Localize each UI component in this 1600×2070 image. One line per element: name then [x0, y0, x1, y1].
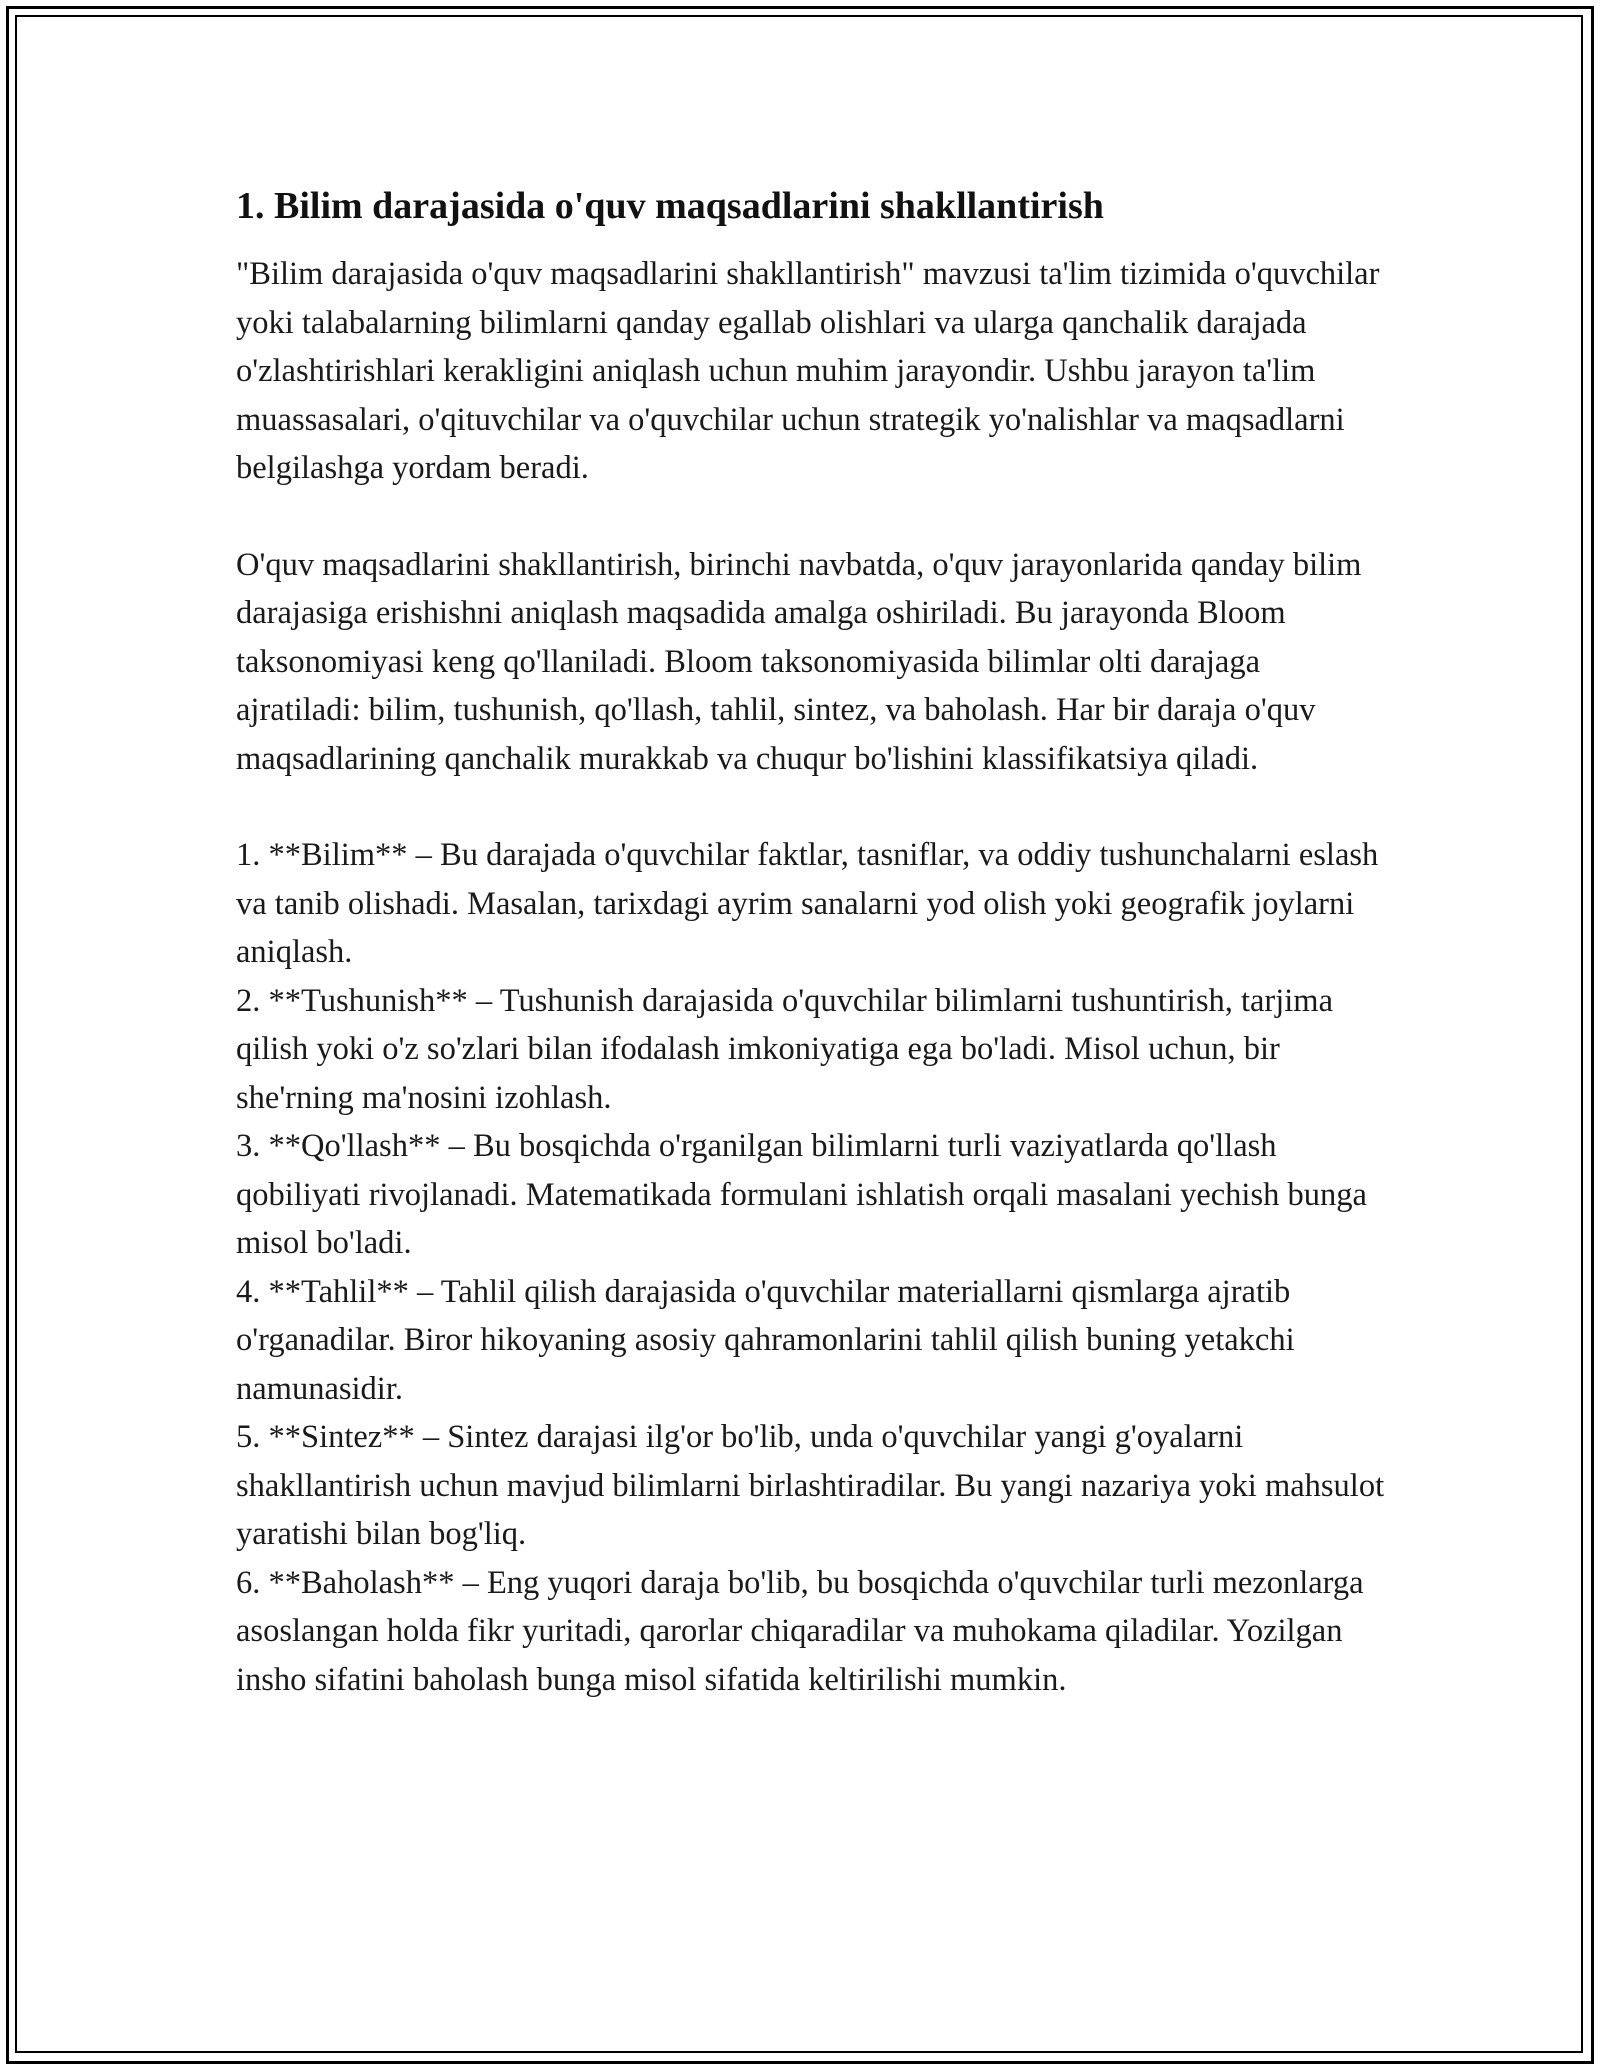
list-item-tushunish: 2. **Tushunish** – Tushunish darajasida o'quvchilar bilimlarni tushuntirish, tarjima qilish yoki o'z so'zlari bilan ifodalash imkoniyatiga ega bo'ladi. Misol uchun, bir she'rning ma'nosini izohlash.: [236, 982, 1334, 1116]
intro-paragraph: "Bilim darajasida o'quv maqsadlarini shakllantirish" mavzusi ta'lim tizimida o'quvchilar yoki talabalarning bilimlarni qanday egallab olishlari va ularga qanchalik darajada o'zlashtirishlari kerakligini aniqlash uchun muhim jarayondir. Ushbu jarayon ta'lim muassasalari, o'qituvchilar va o'quvchilar uchun strategik yo'nalishlar va maqsadlarni belgilashga yordam beradi.: [236, 256, 1380, 486]
list-item-tahlil: 4. **Tahlil** – Tahlil qilish darajasida o'quvchilar materiallarni qismlarga ajratib o'rganadilar. Biror hikoyaning asosiy qahramonlarini tahlil qilish buning yetakchi namunasidir.: [236, 1273, 1295, 1407]
list-item-bilim: 1. **Bilim** – Bu darajada o'quvchilar faktlar, tasniflar, va oddiy tushunchalarni eslash va tanib olishadi. Masalan, tarixdagi ayrim sanalarni yod olish yoki geografik joylarni aniqlash.: [236, 837, 1379, 970]
list-item-qollash: 3. **Qo'llash** – Bu bosqichda o'rganilgan bilimlarni turli vaziyatlarda qo'llash qobiliyati rivojlanadi. Matematikada formulani ishlatish orqali masalani yechish bunga misol bo'ladi.: [236, 1128, 1367, 1261]
bloom-levels-list: [236, 831, 1386, 1704]
section-heading: 1. Bilim darajasida o'quv maqsadlarini shakllantirish: [236, 185, 1104, 227]
document-body: [236, 182, 1386, 1704]
list-item-sintez: 5. **Sintez** – Sintez darajasi ilg'or bo'lib, unda o'quvchilar yangi g'oyalarni shakllantirish uchun mavjud bilimlarni birlashtiradilar. Bu yangi nazariya yoki mahsulot yaratishi bilan bog'liq.: [236, 1419, 1385, 1552]
list-item-baholash: 6. **Baholash** – Eng yuqori daraja bo'lib, bu bosqichda o'quvchilar turli mezonlarga asoslangan holda fikr yuritadi, qarorlar chiqaradilar va muhokama qiladilar. Yozilgan insho sifatini baholash bunga misol sifatida keltirilishi mumkin.: [236, 1564, 1364, 1698]
bloom-paragraph: O'quv maqsadlarini shakllantirish, birinchi navbatda, o'quv jarayonlarida qanday bilim darajasiga erishishni aniqlash maqsadida amalga oshiriladi. Bu jarayonda Bloom taksonomiyasi keng qo'llaniladi. Bloom taksonomiyasida bilimlar olti darajaga ajratiladi: bilim, tushunish, qo'llash, tahlil, sintez, va baholash. Har bir daraja o'quv maqsadlarining qanchalik murakkab va chuqur bo'lishini klassifikatsiya qiladi.: [236, 546, 1362, 777]
